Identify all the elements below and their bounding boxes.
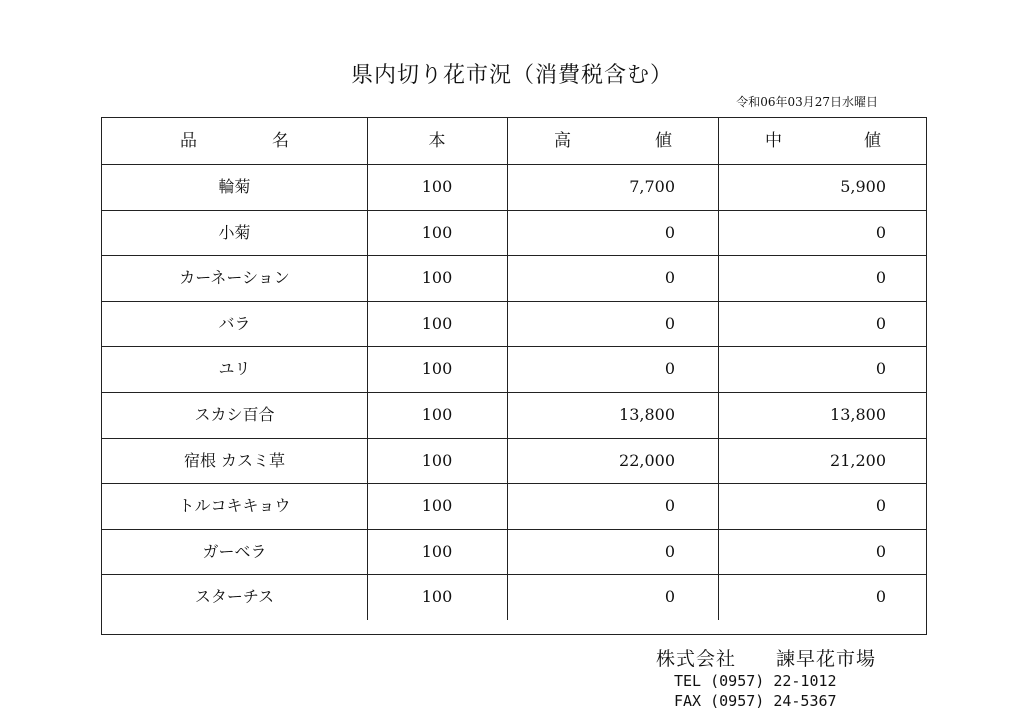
header-name-char-2: 名 <box>272 131 289 151</box>
flower-name-cell: カーネーション <box>179 268 290 287</box>
header-mid <box>719 118 927 164</box>
high-price-cell: 0 <box>664 496 675 515</box>
page-title: 県内切り花市況（消費税含む） <box>350 63 673 88</box>
company-type: 株式会社 <box>656 648 737 670</box>
header-name-char-1: 品 <box>180 131 197 151</box>
flower-name-cell: ガーベラ <box>202 542 267 561</box>
flower-name-cell: スカシ百合 <box>194 405 275 424</box>
mid-price-cell: 0 <box>875 359 886 378</box>
high-price-cell: 0 <box>664 359 675 378</box>
quantity-cell: 100 <box>421 314 453 333</box>
quantity-cell: 100 <box>421 359 453 378</box>
header-qty: 本 <box>428 131 446 151</box>
flower-name-cell: 輪菊 <box>218 177 251 196</box>
flower-name-cell: ユリ <box>218 359 251 378</box>
mid-price-cell: 0 <box>875 587 886 606</box>
mid-price-cell: 5,900 <box>840 177 886 196</box>
footer <box>656 644 876 711</box>
flower-name-cell: 宿根 カスミ草 <box>183 451 286 470</box>
company-title: 諫早花市場 <box>776 648 877 670</box>
mid-price-cell: 0 <box>875 268 886 287</box>
quantity-cell: 100 <box>421 451 453 470</box>
header-high-char-2: 値 <box>655 131 672 151</box>
quantity-cell: 100 <box>421 268 453 287</box>
mid-price-cell: 0 <box>875 496 886 515</box>
quantity-cell: 100 <box>421 177 453 196</box>
header-mid-char-2: 値 <box>864 131 881 151</box>
quantity-cell: 100 <box>421 496 453 515</box>
quantity-cell: 100 <box>421 405 453 424</box>
report-date: 令和06年03月27日水曜日 <box>736 95 878 109</box>
tel-number: TEL (0957) 22-1012 <box>674 672 837 690</box>
high-price-cell: 0 <box>664 542 675 561</box>
flower-name-cell: バラ <box>218 314 251 333</box>
flower-name-cell: トルコキキョウ <box>178 496 291 515</box>
header-mid-char-1: 中 <box>765 131 782 151</box>
high-price-cell: 22,000 <box>619 451 675 470</box>
quantity-cell: 100 <box>421 587 453 606</box>
mid-price-cell: 21,200 <box>830 451 886 470</box>
mid-price-cell: 0 <box>875 314 886 333</box>
mid-price-cell: 0 <box>875 223 886 242</box>
header-high-char-1: 高 <box>554 131 571 151</box>
flower-name-cell: スターチス <box>194 587 275 606</box>
high-price-cell: 0 <box>664 223 675 242</box>
company-name <box>656 644 876 671</box>
fax-number: FAX (0957) 24-5367 <box>674 692 837 710</box>
mid-price-cell: 0 <box>875 542 886 561</box>
quantity-cell: 100 <box>421 223 453 242</box>
high-price-cell: 13,800 <box>619 405 675 424</box>
high-price-cell: 7,700 <box>629 177 675 196</box>
flower-name-cell: 小菊 <box>218 223 251 242</box>
header-name <box>102 118 367 164</box>
high-price-cell: 0 <box>664 314 675 333</box>
market-table <box>101 117 927 635</box>
high-price-cell: 0 <box>664 268 675 287</box>
high-price-cell: 0 <box>664 587 675 606</box>
header-high <box>508 118 718 164</box>
mid-price-cell: 13,800 <box>830 405 886 424</box>
quantity-cell: 100 <box>421 542 453 561</box>
